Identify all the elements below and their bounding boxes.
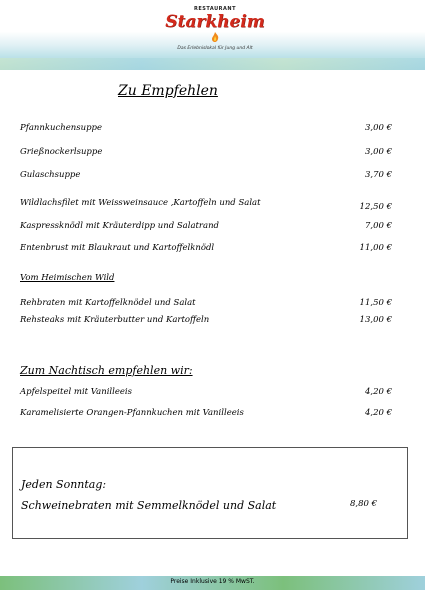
flame-icon	[209, 31, 221, 43]
sunday-special-box	[12, 447, 408, 539]
menu-item	[20, 298, 400, 310]
menu-item-price: 3,00 €	[364, 147, 392, 157]
menu-item-price: 3,70 €	[364, 170, 392, 180]
menu-item	[20, 198, 400, 210]
menu-item-name: Karamelisierte Orangen-Pfannkuchen mit Vanilleeis	[20, 408, 244, 418]
header-stripe	[0, 58, 425, 70]
menu-item-name: Pfannkuchensuppe	[20, 123, 102, 133]
menu-item	[20, 243, 400, 255]
menu-item-name: Gulaschsuppe	[20, 170, 81, 180]
menu-item	[20, 221, 400, 233]
menu-item-price: 7,00 €	[364, 221, 392, 231]
logo-restaurant-text: RESTAURANT	[194, 6, 236, 12]
menu-item	[20, 315, 400, 327]
menu-item-name: Apfelspeitel mit Vanilleeis	[20, 387, 132, 397]
menu-item	[20, 147, 400, 159]
menu-item-name: Grießnockerlsuppe	[20, 147, 103, 157]
menu-item-name: Rehsteaks mit Kräuterbutter und Kartoffeln	[20, 315, 210, 325]
menu-item-price: 3,00 €	[364, 123, 392, 133]
page-title: Zu Empfehlen	[118, 83, 218, 99]
sunday-price: 8,80 €	[349, 499, 377, 509]
menu-item-price: 4,20 €	[364, 387, 392, 397]
menu-item	[20, 408, 400, 420]
menu-item-price: 4,20 €	[364, 408, 392, 418]
menu-item	[20, 170, 400, 182]
menu-item	[20, 123, 400, 135]
restaurant-logo	[160, 6, 270, 58]
section-heading-wild: Vom Heimischen Wild	[20, 273, 115, 283]
menu-item-price: 11,00 €	[359, 243, 392, 253]
logo-name: Starkheim	[165, 12, 265, 32]
logo-subtitle: Das Erlebnislokal für Jung und Alt	[177, 46, 253, 51]
footer-vat-note: Preise Inklusive 19 % MwST.	[170, 578, 255, 585]
menu-item-name: Entenbrust mit Blaukraut und Kartoffelknödl	[20, 243, 215, 253]
menu-item-price: 13,00 €	[359, 315, 392, 325]
menu-item	[20, 387, 400, 399]
menu-item-name: Wildlachsfilet mit Weissweinsauce ,Kartoffeln und Salat	[20, 198, 261, 208]
section-heading-dessert: Zum Nachtisch empfehlen wir:	[20, 364, 193, 377]
menu-item-name: Rehbraten mit Kartoffelknödel und Salat	[20, 298, 196, 308]
sunday-heading: Jeden Sonntag:	[21, 478, 107, 491]
menu-item-price: 11,50 €	[359, 298, 392, 308]
menu-item-price: 12,50 €	[359, 202, 392, 212]
menu-item-name: Kaspressknödl mit Kräuterdipp und Salatrand	[20, 221, 219, 231]
sunday-dish: Schweinebraten mit Semmelknödel und Salat	[21, 499, 277, 512]
